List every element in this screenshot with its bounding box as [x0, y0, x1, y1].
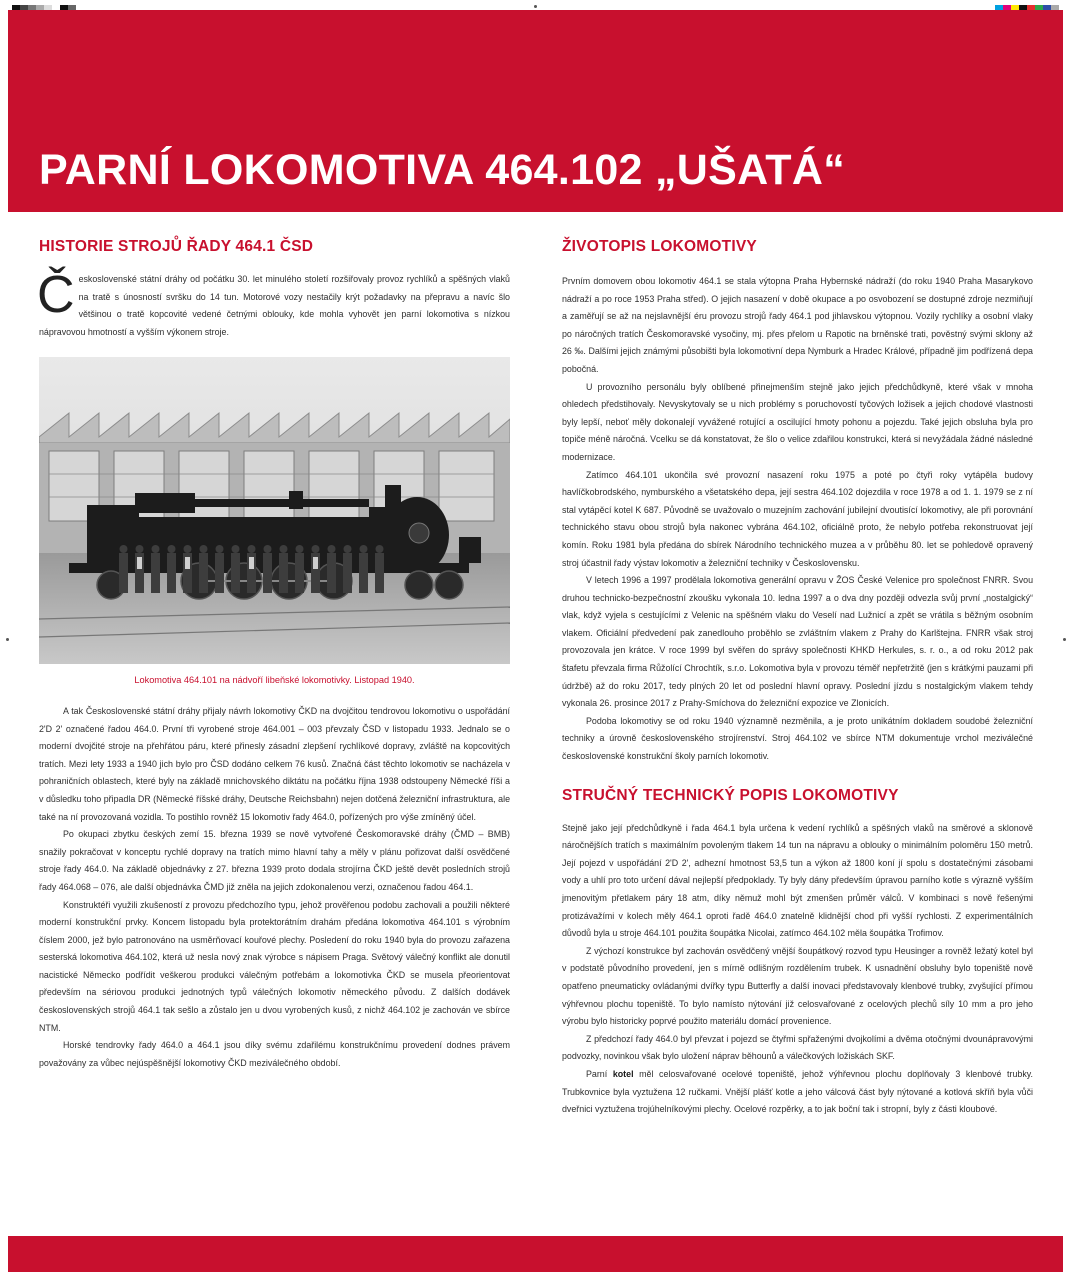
boiler-text: měl celosvařované ocelové topeniště, jehož výhřevnou plochu doplňovaly 3 klenbové trubky. Trubkovnice byla vyztužena 12 ručkami. Vnější plášť kotle a jeho válcová část byly nýtované a kotlová skříň byla vůči dveřnici vyztužena trojúhelníkovými plechy. Ocelové rozpěrky, a to jak boční tak i stropní, byly z části kloubové. — [562, 1068, 1033, 1115]
locomotive-photo — [39, 357, 510, 664]
drop-cap: Č — [37, 266, 75, 324]
crop-mark-left — [6, 638, 9, 641]
technical-paragraph: Z předchozí řady 464.0 byl převzat i pojezd se čtyřmi spřaženými dvojkolími a dvěma otočnými dvounápravovými podvozky, novinkou však bylo uložení náprav běhounů a válečkových ložiskách SKF. — [562, 1033, 1033, 1062]
biography-paragraph: Prvním domovem obou lokomotiv 464.1 se stala výtopna Praha Hybernské nádraží (do roku 1940 Praha Masarykovo nádraží a po roce 1953 Praha střed). O jejich nasazení v době okupace a po osvobození se dostupné zdroje nezmiňují a zaměřují se až na nejslavnější éru provozu strojů řady 464.1 pod jihlavskou výtopnou. Vozily rychlíky a osobní vlaky po náročných tratích Českomoravské vysočiny, mj. přes přelom u Rapotic na brněnské trati, pověstný svými sklony až 26 ‰. Dalšími jejich známými působišti byla lokomotivní depa Nymburk a Hradec Králové, případně jim podřízená depa pobočná. — [562, 276, 1033, 374]
title-banner — [8, 10, 1063, 212]
history-body — [39, 703, 510, 1072]
boiler-lead: Parní — [586, 1068, 608, 1079]
history-paragraph: Po okupaci zbytku českých zemí 15. března 1939 se nově vytvořené Českomoravské dráhy (ČMD – BMB) snažily pokračovat v konceptu rychlé dopravy na tratích mimo hlavní tahy a měly v plánu pořizovat další osvědčené stroje řady 464.0. Na základě objednávky z 27. března 1939 proto dodala strojírna ČKD ještě devět posledních strojů řady 464.068 – 076, ale další objednávka ČMD již zněla na jejich zdokonalenou verzi, označenou řadou 464.1. — [39, 829, 510, 892]
page-title: PARNÍ LOKOMOTIVA 464.102 „UŠATÁ“ — [39, 146, 846, 194]
biography-heading: ŽIVOTOPIS LOKOMOTIVY — [562, 238, 757, 255]
footer-band — [8, 1236, 1063, 1272]
biography-body — [562, 273, 1033, 766]
history-column — [39, 234, 510, 1072]
technical-paragraph-boiler — [562, 1066, 1033, 1119]
biography-paragraph: U provozního personálu byly oblíbené přinejmenším stejně jako jejich předchůdkyně, které však v mnoha ohledech předstihovaly. Nevyskytovaly se u nich problémy s poruchovostí tyčových ložisek a jejich chodové vlastnosti byly lepší, neboť měly dokonalejí vyvážené rotující a oscilující hmoty pohonu a pojezdu. Také jejich obsluha byla pro topiče méně náročná. Vcelku se dá konstatovat, že šlo o velice zdařilou konstrukci, která si nevyžádala žádné následné modernizace. — [562, 381, 1033, 462]
photo-caption: Lokomotiva 464.101 na nádvoří libeňské lokomotivky. Listopad 1940. — [134, 675, 415, 686]
history-intro — [37, 266, 510, 341]
history-paragraph: Horské tendrovky řady 464.0 a 464.1 jsou díky svému zdařilému konstrukčnímu provedení dodnes právem považovány za vůbec nejúspěšnější lokomotivy ČKD meziválečného období. — [39, 1040, 510, 1068]
technical-heading: STRUČNÝ TECHNICKÝ POPIS LOKOMOTIVY — [562, 786, 899, 804]
crop-mark-top — [534, 5, 537, 8]
technical-paragraph: Z výchozí konstrukce byl zachován osvědčený vnější šoupátkový rozvod typu Heusinger a rovněž ležatý kotel byl v podstatě původního provedení, jen s mírně odlišným rozdělením trubek. K usnadnění obsluhy bylo topeniště nově opatřeno pneumaticky ovládanými dvířky typu Butterfly a další inovaci představovaly klenbové trubky, zvyšující přímou výhřevnou plochu topeniště. To bylo namísto nýtování již celosvařované z ocelových plechů síly 10 mm a pro jeho výrobu bylo historicky poprvé použito materiálu domácí provenience. — [562, 945, 1033, 1027]
boiler-keyword: kotel — [612, 1068, 634, 1079]
intro-paragraph: eskoslovenské státní dráhy od počátku 30. let minulého století rozšiřovaly provoz rychlíků a spěšných vlaků na tratě s únosností svršku do 14 tun. Motorové vozy nestačily krýt požadavky na přepravu a navíc šlo většinou o tratě kopcovité vedené četnými oblouky, kde mohla vyhovět jen parní lokomotiva s nízkou nápravovou hmotností a vyšším výkonem stroje. — [39, 274, 510, 337]
technical-paragraph: Stejně jako její předchůdkyně i řada 464.1 byla určena k vedení rychlíků a spěšných vlaků na směrové a sklonově náročnějších tratích s maximálním povoleným tlakem 14 tun na nápravu a oblouky o minimálním poloměru 150 metrů. Její pojezd v uspořádání 2'D 2', adhezní hmotnost 53,5 tun a výkon až 1800 koní jí spolu s dostatečnými zásobami vody a uhlí pro toto určení dával nejlepší předpoklady. Ty byly dány především úpravou parního kotle s výrazně vyšším jmenovitým přetlakem páry 18 atm, díky němuž mohl být zmenšen průměr válců. V kombinaci s nově řešenými protizávažími v kolech měly 464.1 oproti řadě 464.0 znatelně klidnější chod při vyšší rychlosti. Z experimentálních důvodů byla u stroje 464.101 použita šoupátka Nicolai, zatímco 464.102 měla šoupátka Trofimov. — [562, 822, 1033, 939]
crop-mark-right — [1063, 638, 1066, 641]
history-paragraph: A tak Československé státní dráhy přijaly návrh lokomotivy ČKD na dvojčitou tendrovou lokomotivu o uspořádání 2'D 2' označené řadou 464.0. První tři vyrobené stroje 464.001 – 003 převzaly ČSD v listopadu 1933. Jednalo se o moderní dvojčité stroje na přehřátou páru, které přinesly zásadní zlepšení rychlíkové dopravy, zvláště na kopcovitých tratích. Mezi lety 1933 a 1940 jich bylo pro ČSD dodáno celkem 76 kusů. Značná část těchto lokomotiv se nacházela v pohraničních oblastech, které byly na základě mnichovského diktátu na počátku října 1938 odstoupeny Německé říši a v důsledku toho připadla DR (Německé říšské dráhy, Deutsche Reichsbahn) nejen dotčená železniční infrastruktura, ale také na ní provozovaná vozidla. To postihlo rovněž 15 lokomotiv řady 464.0, pořízených pro výše zmíněný účel. — [39, 705, 510, 822]
biography-paragraph: V letech 1996 a 1997 prodělala lokomotiva generální opravu v ŽOS České Velenice pro společnost FNRR. Svou druhou technicko-bezpečnostní zkoušku vykonala 10. ledna 1997 a o dva dny později odvezla svůj první „nostalgický“ vlak, když vyjela s cestujícími z Velenic na spěšném vlaku do Veselí nad Lužnicí a zpět se vrátila s běžným osobním vlakem. Oficiální předvedení pak zanedlouho proběhlo se zvláštním vlakem z Prahy do Karlštejna. FNRR však stroj provozovala jen krátce. V roce 1999 byl svěřen do správy společnosti KHKD Herkules, s. r. o., a od roku 2012 pak štafetu převzala firma Růžolící Chrochtík, s.r.o. Lokomotiva byla v provozu téměř nepřetržitě (jen s krátkými pauzami při údržbě) až do roku 2017, tedy plných 20 let od poslední hlavní opravy. Poslední jízdu s nostalgickým vlakem tehdy vykonala 26. prosince 2017 z Prahy-Smíchova do železniční expozice ve Zlonicích. — [562, 575, 1033, 709]
biography-paragraph: Podoba lokomotivy se od roku 1940 významně nezměnila, a je proto unikátním dokladem soudobé železniční techniky a úrovně československého strojírenství. Stroj 464.102 ve sbírce NTM dokumentuje vrchol meziválečné československé konstrukční školy parních lokomotiv. — [562, 715, 1033, 762]
history-paragraph: Konstruktéři využili zkušeností z provozu předchozího typu, jehož prověřenou podobu zachovali a použili některé moderní konstrukční prvky. Koncem listopadu byla protektorátním drahám předána lokomotiva 464.101 s výrobním číslem 2000, jež bylo patronováno na usměrňovací kouřové plechy. Posledení do roku 1940 byla do provozu zařazena sesterská lokomotiva 464.102, která už nesla nový znak výrobce s nápisem Praga. Světový válečný konflikt ale donutil nacistické Německo podřídit veškerou produkci válečným potřebám a lokomotivka ČKD se musela přeorientovat především na sériovou produkci jednotných typů válečných lokomotiv německého původu. Z dalších dodávek československých strojů 464.1 tak sešlo a zůstalo jen u dvou vyrobených kusů, z nichž 464.102 je zachován ve sbírce NTM. — [39, 899, 510, 1033]
biography-paragraph: Zatímco 464.101 ukončila své provozní nasazení roku 1975 a poté po čtyři roky vytápěla budovy havlíčkobrodského, nymburského a všetatského depa, její sestra 464.102 dojezdila v roce 1978 a od 1. 1. 1979 se z ní stal vytápěcí kotel K 687. Původně se uvažovalo o muzejním zachování jubilejní dvoutisící lokomotivy, ale při porovnání technického stavu obou strojů byla nakonec vybrána 464.102, oficiálně proto, že nebylo potřeba rekonstruovat její komín. Roku 1981 byla předána do sbírek Národního technického muzea a v průběhu 80. let se pohledově opravený stroj účastnil řady výstav lokomotiv a železniční techniky v Československu. — [562, 469, 1033, 568]
history-heading: HISTORIE STROJŮ ŘADY 464.1 ČSD — [39, 238, 314, 255]
biography-column — [562, 234, 1033, 1119]
technical-body — [562, 820, 1033, 1119]
